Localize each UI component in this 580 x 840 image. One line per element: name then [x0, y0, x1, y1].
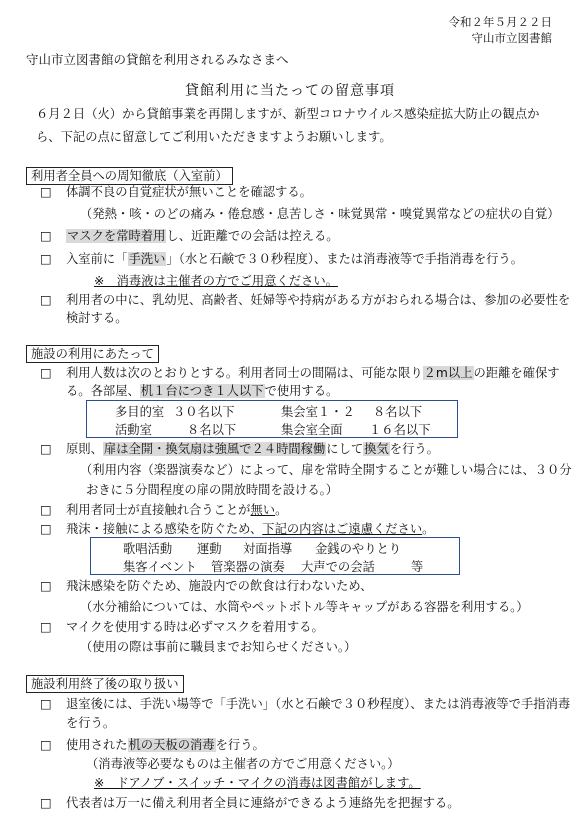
- item-text: し、近距離での会話は控える。: [166, 229, 339, 243]
- item-subtext: （発熱・咳・のどの痛み・倦怠感・息苦しさ・味覚異常・嗅覚異常などの症状の自覚）: [80, 207, 560, 221]
- checkbox-icon: □: [40, 252, 52, 266]
- checkbox-icon: □: [40, 697, 52, 711]
- item-text: 退室後には、手洗い場等で「手洗い」（水と石鹸で３０秒程度）、または消毒液等で手指消毒: [66, 697, 571, 711]
- highlighted-text: ２m以上: [423, 366, 473, 380]
- checkbox-icon: □: [40, 442, 52, 456]
- activity-item: 歌唱活動: [123, 542, 173, 556]
- item-text: 利用者の中に、乳幼児、高齢者、妊婦等や持病がある方がおられる場合は、参加の必要性を: [66, 293, 571, 307]
- checkbox-icon: □: [40, 738, 52, 752]
- capacity-limit: ３０名以下: [173, 405, 235, 419]
- highlighted-text: 扉は全開・換気扇は強風で２４時間稼働: [103, 442, 326, 456]
- highlighted-text: 手洗い: [128, 252, 166, 266]
- capacity-room: 多目的室: [115, 405, 165, 419]
- item-text: 飛沫・接触による感染を防ぐため、: [66, 522, 263, 536]
- item-subtext: おきに５分間程度の扉の開放時間を設ける。）: [86, 483, 339, 497]
- document-date: 令和２年５月２２日: [448, 15, 552, 29]
- list-item: [40, 181, 312, 204]
- list-item: [40, 438, 439, 461]
- checkbox-icon: □: [40, 293, 52, 307]
- item-note: ※ 消毒液は主催者の方でご用意ください。: [94, 274, 338, 288]
- intro-line: ら、下記の点に留意してご利用いただきますようお願いします。: [36, 130, 392, 144]
- activity-item: 集客イベント: [123, 560, 197, 574]
- checkbox-icon: □: [40, 229, 52, 243]
- item-text: 利用人数は次のとおりとする。利用者同士の間隔は、可能な限り: [66, 366, 423, 380]
- section-heading-label: 施設利用終了後の取り扱い: [26, 675, 184, 693]
- capacity-room: 集会室全面: [281, 423, 343, 437]
- addressee: 守山市立図書館の貸館を利用されるみなさまへ: [26, 52, 289, 67]
- item-text: 飛沫感染を防ぐため、施設内での飲食は行わないため、: [66, 579, 373, 593]
- section-heading-label: 利用者全員への周知徹底（入室前）: [26, 167, 233, 185]
- list-item: [40, 225, 339, 248]
- checkbox-icon: □: [40, 366, 52, 380]
- highlighted-text: 換気: [364, 442, 389, 456]
- item-subtext: （消毒液等必要なものは主催者の方でご用意ください。）: [86, 757, 400, 771]
- checkbox-icon: □: [40, 185, 52, 199]
- capacity-limit: ８名以下: [187, 423, 237, 437]
- capacity-room: 活動室: [115, 423, 152, 437]
- activity-item: 運動: [197, 542, 222, 556]
- section-heading-after-use: [26, 673, 184, 693]
- item-text: 入室前に「: [66, 252, 128, 266]
- activity-item: 対面指導: [243, 542, 293, 556]
- activity-item: 管楽器の演奏: [211, 560, 285, 574]
- item-text: 使用された: [66, 738, 128, 752]
- list-item: [40, 792, 460, 815]
- item-subtext: （利用内容（楽器演奏など）によって、扉を常時全開することが難しい場合には、３０分: [80, 463, 572, 477]
- item-text: 体調不良の自覚症状が無いことを確認する。: [66, 185, 312, 199]
- item-text: る。各部屋、: [66, 384, 140, 398]
- activity-item: 大声での会話: [301, 560, 375, 574]
- item-subtext: （使用の際は事前に職員までお知らせください。）: [80, 640, 357, 654]
- item-note: ※ ドアノブ・スイッチ・マイクの消毒は図書館がします。: [94, 776, 421, 790]
- item-text: 。: [422, 522, 435, 536]
- checkbox-icon: □: [40, 503, 52, 517]
- item-text: 代表者は万一に備え利用者全員に連絡ができるよう連絡先を把握する。: [66, 796, 460, 810]
- intro-paragraph: [36, 103, 539, 149]
- list-item: [40, 575, 372, 598]
- item-text: を行う。: [215, 738, 265, 752]
- prohibited-activities-box: [90, 537, 460, 575]
- item-text: マイクを使用する時は必ずマスクを着用する。: [66, 620, 324, 634]
- list-item: [40, 248, 523, 271]
- checkbox-icon: □: [40, 620, 52, 634]
- capacity-limit: ８名以下: [373, 405, 423, 419]
- item-text-continued: を行う。: [66, 716, 116, 730]
- highlighted-text: マスクを常時着用: [67, 229, 166, 243]
- checkbox-icon: □: [40, 796, 52, 810]
- underlined-text: 無い: [250, 503, 276, 517]
- issuer-name: 守山市立図書館: [471, 31, 552, 45]
- underlined-text: 下記の内容はご遠慮ください: [262, 522, 423, 536]
- section-heading-label: 施設の利用にあたって: [26, 345, 159, 363]
- highlighted-text: 机の天板の消毒: [128, 738, 215, 752]
- item-text: 利用者同士が直接触れ合うことが: [66, 503, 251, 517]
- intro-line: ６月２日（火）から貸館事業を再開しますが、新型コロナウイルス感染症拡大防止の観点か: [36, 107, 540, 121]
- capacity-room: 集会室１・２: [281, 405, 355, 419]
- item-text: を行う。: [389, 442, 439, 456]
- item-text: の距離を確保す: [473, 366, 560, 380]
- capacity-limit: １６名以下: [369, 423, 431, 437]
- item-text: 原則、: [66, 442, 103, 456]
- section-heading-facility-use: [26, 343, 159, 363]
- item-text: 。: [275, 503, 288, 517]
- list-item: [40, 693, 570, 716]
- document-title: 貸館利用に当たっての留意事項: [185, 83, 395, 99]
- activity-item: 等: [411, 560, 424, 574]
- checkbox-icon: □: [40, 579, 52, 593]
- checkbox-icon: □: [40, 522, 52, 536]
- item-text-continued: 検討する。: [66, 311, 128, 325]
- item-text: で使用する。: [264, 384, 339, 398]
- highlighted-text: 机１台につき１人以下: [140, 384, 264, 398]
- item-text: 」（水と石鹸で３０秒程度）、または消毒液等で手指消毒を行う。: [166, 252, 524, 266]
- item-text: にして: [326, 442, 364, 456]
- document-header: [449, 14, 553, 46]
- activity-item: 金銭のやりとり: [315, 542, 402, 556]
- item-subtext: （水分補給については、水筒やペットボトル等キャップがある容器を利用する。）: [80, 600, 529, 614]
- capacity-table: [86, 400, 458, 438]
